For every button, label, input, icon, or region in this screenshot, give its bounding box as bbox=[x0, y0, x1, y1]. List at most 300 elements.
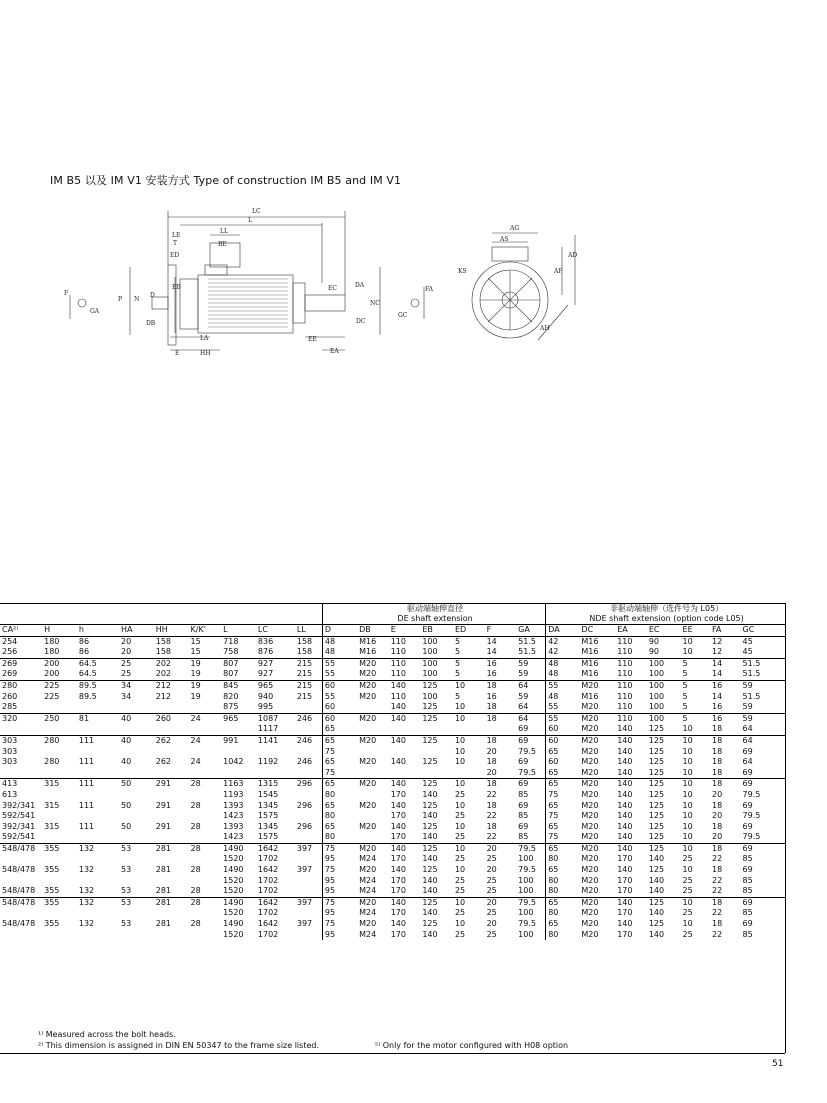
table-cell bbox=[154, 811, 189, 822]
table-cell bbox=[119, 854, 154, 865]
table-cell: M20 bbox=[581, 908, 599, 918]
table-cell: 303 bbox=[2, 757, 18, 767]
de-group-en: DE shaft extension bbox=[397, 614, 473, 623]
table-cell: 315 bbox=[44, 821, 60, 831]
table-cell: 20 bbox=[486, 865, 497, 875]
table-row bbox=[0, 801, 785, 812]
table-row bbox=[0, 757, 785, 768]
table-cell bbox=[77, 768, 119, 779]
table-cell bbox=[295, 832, 323, 843]
table-cell: 19 bbox=[190, 669, 201, 679]
table-cell: 25 bbox=[682, 854, 693, 864]
table-cell: 140 bbox=[617, 811, 633, 821]
table-cell: 158 bbox=[155, 647, 172, 657]
table-cell: 125 bbox=[420, 680, 453, 691]
svg-text:F: F bbox=[64, 290, 69, 297]
column-header: FA bbox=[710, 625, 741, 637]
table-cell: M20 bbox=[359, 800, 377, 810]
svg-text:D: D bbox=[150, 292, 155, 299]
table-cell: 22 bbox=[712, 854, 723, 864]
table-row bbox=[0, 680, 785, 691]
table-cell: 80 bbox=[322, 811, 357, 822]
table-cell: M20 bbox=[359, 691, 377, 701]
table-cell: 110 bbox=[390, 636, 406, 646]
svg-text:EA: EA bbox=[330, 348, 339, 355]
table-cell: 246 bbox=[295, 713, 323, 724]
table-cell: 170 bbox=[390, 832, 406, 842]
table-cell: 140 bbox=[422, 908, 438, 918]
table-cell bbox=[295, 768, 323, 779]
table-cell: 50 bbox=[119, 779, 154, 790]
table-cell: 110 bbox=[390, 691, 406, 701]
table-cell: 256 bbox=[2, 647, 18, 657]
table-row bbox=[0, 876, 785, 887]
table-cell: 55 bbox=[546, 713, 580, 724]
nde-group-cn: 非驱动端轴伸（选件号为 L05） bbox=[610, 604, 724, 613]
table-cell: 125 bbox=[420, 713, 453, 724]
table-row bbox=[0, 692, 785, 703]
table-cell: 281 bbox=[155, 919, 172, 929]
table-cell: 1575 bbox=[257, 832, 279, 842]
table-cell: 200 bbox=[44, 669, 60, 679]
column-header: F bbox=[485, 625, 517, 637]
table-cell: 140 bbox=[615, 735, 647, 746]
table-cell: 125 bbox=[422, 800, 438, 810]
table-cell: 59 bbox=[518, 669, 529, 679]
table-cell: 95 bbox=[322, 876, 357, 887]
table-cell: M16 bbox=[581, 691, 599, 701]
table-cell: 1642 bbox=[256, 843, 295, 854]
table-cell: 592/541 bbox=[2, 811, 36, 821]
table-cell bbox=[119, 747, 154, 758]
table-cell: 111 bbox=[77, 779, 119, 790]
table-cell: 65 bbox=[546, 768, 580, 779]
table-cell bbox=[295, 930, 323, 941]
svg-text:AS: AS bbox=[500, 236, 509, 243]
table-cell: 296 bbox=[296, 800, 313, 810]
table-cell: 132 bbox=[78, 865, 95, 875]
table-cell: 10 bbox=[454, 746, 466, 756]
svg-text:DA: DA bbox=[355, 282, 365, 289]
table-cell: 281 bbox=[154, 843, 189, 854]
table-cell: 807 bbox=[223, 669, 239, 679]
table-cell: 170 bbox=[390, 789, 406, 799]
table-row bbox=[0, 811, 785, 822]
table-cell: 50 bbox=[121, 800, 132, 810]
table-cell: 280 bbox=[44, 757, 60, 767]
table-cell bbox=[189, 854, 222, 865]
table-cell bbox=[189, 811, 222, 822]
table-cell: 40 bbox=[119, 735, 154, 746]
column-header: DA bbox=[546, 625, 580, 637]
table-cell: 14 bbox=[712, 691, 723, 701]
table-cell: 281 bbox=[154, 897, 189, 908]
table-cell: 65 bbox=[546, 897, 580, 908]
table-cell bbox=[221, 724, 256, 735]
table-cell: 19 bbox=[189, 680, 222, 691]
table-cell: 25 bbox=[454, 875, 466, 885]
table-cell: 20 bbox=[121, 647, 132, 657]
table-cell: 69 bbox=[742, 746, 753, 756]
table-cell: 100 bbox=[422, 636, 438, 646]
table-cell: 1163 bbox=[221, 779, 256, 790]
table-cell: 10 bbox=[682, 724, 693, 734]
table-cell bbox=[0, 876, 42, 887]
table-cell: 202 bbox=[155, 669, 172, 679]
table-cell: 140 bbox=[648, 854, 665, 864]
table-cell: 10 bbox=[454, 865, 466, 875]
dimension-table bbox=[0, 603, 785, 940]
table-cell bbox=[189, 702, 222, 713]
table-cell: 10 bbox=[682, 811, 693, 821]
table-cell: 65 bbox=[546, 822, 580, 833]
table-cell: 95 bbox=[322, 854, 357, 865]
column-header: EB bbox=[420, 625, 453, 637]
table-cell: 59 bbox=[741, 713, 785, 724]
table-cell: 75 bbox=[322, 865, 357, 876]
table-cell bbox=[154, 930, 189, 941]
table-cell: 18 bbox=[712, 865, 723, 875]
table-cell: 140 bbox=[422, 886, 438, 896]
svg-text:ED: ED bbox=[170, 252, 180, 259]
table-cell: 170 bbox=[390, 875, 406, 885]
table-cell: 1141 bbox=[256, 735, 295, 746]
table-cell: 836 bbox=[257, 636, 274, 646]
table-cell bbox=[0, 854, 42, 865]
table-cell: 79.5 bbox=[518, 746, 536, 756]
table-cell: 125 bbox=[648, 811, 665, 821]
table-cell bbox=[42, 854, 77, 865]
table-cell: 59 bbox=[741, 680, 785, 691]
table-cell: 125 bbox=[647, 779, 681, 790]
table-cell: 125 bbox=[422, 865, 438, 875]
table-cell: 1345 bbox=[257, 800, 279, 810]
table-cell: 140 bbox=[422, 854, 438, 864]
table-cell: 140 bbox=[615, 779, 647, 790]
table-cell: 927 bbox=[257, 669, 274, 679]
table-cell bbox=[295, 702, 323, 713]
table-cell: 140 bbox=[648, 929, 665, 939]
table-cell: 79.5 bbox=[518, 767, 536, 777]
table-cell: 1423 bbox=[223, 832, 244, 842]
table-cell: 69 bbox=[742, 865, 753, 875]
table-cell: M20 bbox=[581, 757, 599, 767]
table-cell: 64 bbox=[741, 735, 785, 746]
table-cell: 125 bbox=[648, 800, 665, 810]
table-cell: 19 bbox=[189, 658, 222, 669]
table-cell: 60 bbox=[546, 724, 580, 735]
column-header: H bbox=[42, 625, 77, 637]
table-cell: 1192 bbox=[257, 757, 279, 767]
table-cell: M20 bbox=[581, 929, 599, 939]
table-cell: M20 bbox=[357, 897, 389, 908]
table-cell: 34 bbox=[121, 691, 132, 701]
table-cell: 22 bbox=[486, 789, 497, 799]
table-cell: 18 bbox=[486, 702, 497, 712]
table-cell: 85 bbox=[518, 832, 529, 842]
table-cell: 24 bbox=[189, 735, 222, 746]
table-cell: 95 bbox=[322, 930, 357, 941]
table-cell: 100 bbox=[422, 669, 438, 679]
table-cell: 15 bbox=[190, 647, 201, 657]
table-cell: 28 bbox=[190, 865, 201, 875]
table-cell: 965 bbox=[256, 680, 295, 691]
table-cell bbox=[77, 876, 119, 887]
table-cell bbox=[256, 768, 295, 779]
table-cell: 18 bbox=[710, 735, 741, 746]
table-cell: 60 bbox=[322, 702, 357, 713]
svg-text:EB: EB bbox=[172, 284, 181, 291]
column-header: K/K' bbox=[189, 625, 222, 637]
table-row bbox=[0, 854, 785, 865]
table-cell: 262 bbox=[155, 757, 172, 767]
table-cell bbox=[0, 724, 42, 735]
table-cell: 125 bbox=[422, 821, 438, 831]
table-cell: 5 bbox=[682, 702, 688, 712]
table-cell: 89.5 bbox=[77, 680, 119, 691]
table-cell: 60 bbox=[546, 757, 580, 768]
table-cell: 111 bbox=[78, 821, 95, 831]
table-cell: 22 bbox=[712, 886, 723, 896]
table-cell: 40 bbox=[119, 713, 154, 724]
table-cell: 170 bbox=[617, 886, 633, 896]
svg-text:AH: AH bbox=[540, 325, 550, 332]
table-cell: 79.5 bbox=[518, 919, 536, 929]
table-cell: 718 bbox=[223, 636, 239, 646]
table-cell: 140 bbox=[390, 757, 406, 767]
table-cell: 140 bbox=[390, 865, 406, 875]
column-header: h bbox=[77, 625, 119, 637]
table-cell: 215 bbox=[295, 680, 323, 691]
table-row bbox=[0, 822, 785, 833]
svg-text:AD: AD bbox=[568, 252, 578, 259]
table-cell bbox=[42, 930, 77, 941]
table-cell: 25 bbox=[454, 789, 466, 799]
table-cell: M20 bbox=[357, 680, 389, 691]
table-cell: 1702 bbox=[257, 875, 279, 885]
table-cell: 28 bbox=[189, 779, 222, 790]
table-cell: 65 bbox=[322, 801, 357, 812]
table-cell bbox=[189, 832, 222, 843]
table-cell: 1345 bbox=[257, 821, 279, 831]
footnote-5: ⁵⁾ Only for the motor configured with H08 option bbox=[375, 1040, 569, 1050]
table-cell: 79.5 bbox=[742, 832, 761, 842]
table-cell: 28 bbox=[190, 886, 201, 896]
table-cell: 413 bbox=[0, 779, 42, 790]
table-cell: M24 bbox=[359, 908, 377, 918]
table-cell: 18 bbox=[710, 897, 741, 908]
table-cell: 69 bbox=[742, 800, 753, 810]
table-cell: 65 bbox=[546, 747, 580, 758]
table-cell: 69 bbox=[741, 897, 785, 908]
table-cell: 25 bbox=[119, 658, 154, 669]
table-cell: 140 bbox=[389, 713, 421, 724]
table-cell: 19 bbox=[190, 691, 201, 701]
table-cell: 55 bbox=[322, 658, 357, 669]
table-cell: M20 bbox=[581, 789, 599, 799]
table-cell: 16 bbox=[712, 702, 723, 712]
table-cell: 16 bbox=[485, 658, 517, 669]
table-cell: 5 bbox=[681, 680, 710, 691]
table-cell: 296 bbox=[295, 779, 323, 790]
table-cell: 250 bbox=[42, 713, 77, 724]
table-cell: 140 bbox=[617, 789, 633, 799]
table-cell bbox=[42, 811, 77, 822]
table-cell: 10 bbox=[681, 897, 710, 908]
table-cell bbox=[420, 768, 453, 779]
table-row bbox=[0, 930, 785, 941]
table-cell: 1042 bbox=[223, 757, 244, 767]
table-cell: 18 bbox=[712, 821, 723, 831]
table-cell bbox=[485, 724, 517, 735]
table-cell: 18 bbox=[485, 779, 517, 790]
table-row bbox=[0, 790, 785, 801]
table-cell: 355 bbox=[42, 897, 77, 908]
table-cell: 170 bbox=[390, 854, 406, 864]
table-cell: 1702 bbox=[257, 854, 279, 864]
column-header: CA²⁾ bbox=[0, 625, 42, 637]
table-cell bbox=[119, 930, 154, 941]
table-cell bbox=[42, 724, 77, 735]
table-cell: 25 bbox=[121, 669, 132, 679]
table-cell: M20 bbox=[357, 779, 389, 790]
table-cell: 5 bbox=[454, 669, 461, 679]
table-cell: 281 bbox=[155, 886, 172, 896]
table-cell: 64 bbox=[742, 724, 753, 734]
table-cell: 75 bbox=[322, 747, 357, 758]
table-cell bbox=[0, 768, 42, 779]
table-cell: 125 bbox=[648, 746, 665, 756]
table-cell bbox=[0, 908, 42, 919]
table-cell: 24 bbox=[190, 757, 201, 767]
table-cell: 260 bbox=[154, 713, 189, 724]
table-cell: 125 bbox=[422, 757, 438, 767]
table-cell: 69 bbox=[742, 767, 753, 777]
table-cell: M16 bbox=[359, 647, 377, 657]
table-cell: 110 bbox=[390, 647, 406, 657]
table-cell bbox=[77, 832, 119, 843]
table-cell: 991 bbox=[221, 735, 256, 746]
table-cell: 25 bbox=[486, 875, 497, 885]
table-cell: 140 bbox=[422, 929, 438, 939]
column-header: ED bbox=[453, 625, 485, 637]
table-cell: 1520 bbox=[223, 908, 244, 918]
table-cell: 170 bbox=[390, 908, 406, 918]
motor-dimension-drawing bbox=[60, 195, 590, 365]
table-row bbox=[0, 843, 785, 854]
table-cell: M20 bbox=[579, 779, 615, 790]
table-cell: 170 bbox=[390, 929, 406, 939]
table-cell bbox=[119, 768, 154, 779]
table-cell: M20 bbox=[359, 821, 377, 831]
table-cell: 64.5 bbox=[77, 658, 119, 669]
table-cell: 60 bbox=[322, 713, 357, 724]
table-cell bbox=[119, 832, 154, 843]
table-cell: 140 bbox=[615, 897, 647, 908]
table-cell bbox=[357, 832, 389, 843]
table-cell: 20 bbox=[121, 636, 132, 646]
table-cell: 65 bbox=[322, 735, 357, 746]
table-cell: 110 bbox=[615, 713, 647, 724]
table-cell: 140 bbox=[617, 724, 633, 734]
column-header: GC bbox=[741, 625, 785, 637]
table-cell: 140 bbox=[390, 919, 406, 929]
table-cell: 95 bbox=[322, 886, 357, 897]
table-cell: M20 bbox=[579, 735, 615, 746]
table-cell: 111 bbox=[78, 800, 95, 810]
table-cell: 548/478 bbox=[2, 919, 36, 929]
table-cell: 1520 bbox=[223, 875, 244, 885]
table-cell: 212 bbox=[154, 680, 189, 691]
table-cell: 110 bbox=[617, 691, 633, 701]
table-cell: 55 bbox=[546, 702, 580, 713]
table-cell: 140 bbox=[617, 757, 633, 767]
table-cell: 125 bbox=[422, 919, 438, 929]
table-cell bbox=[77, 702, 119, 713]
table-cell: 18 bbox=[712, 800, 723, 810]
table-cell: 75 bbox=[546, 790, 580, 801]
table-cell: 269 bbox=[2, 669, 18, 679]
table-cell: 111 bbox=[78, 757, 95, 767]
table-cell: 140 bbox=[648, 875, 665, 885]
table-cell: 876 bbox=[257, 647, 274, 657]
table-cell: 64 bbox=[742, 757, 753, 767]
table-cell: 50 bbox=[121, 821, 132, 831]
table-cell: 18 bbox=[712, 767, 723, 777]
table-cell bbox=[42, 747, 77, 758]
table-cell: 81 bbox=[77, 713, 119, 724]
table-cell bbox=[77, 790, 119, 801]
table-cell: 25 bbox=[486, 886, 497, 896]
table-cell bbox=[189, 908, 222, 919]
table-cell: 125 bbox=[648, 789, 665, 799]
table-cell: M20 bbox=[581, 854, 599, 864]
table-cell: 110 bbox=[390, 669, 406, 679]
table-cell: 285 bbox=[2, 702, 18, 712]
table-cell: 927 bbox=[256, 658, 295, 669]
table-cell: 140 bbox=[422, 811, 438, 821]
table-cell: 110 bbox=[615, 658, 647, 669]
table-cell: 212 bbox=[155, 691, 172, 701]
table-cell: 20 bbox=[486, 767, 497, 777]
table-cell: 548/478 bbox=[0, 897, 42, 908]
table-cell: 1545 bbox=[257, 789, 279, 799]
table-cell: 69 bbox=[742, 821, 753, 831]
table-cell: 140 bbox=[648, 908, 665, 918]
table-cell bbox=[42, 876, 77, 887]
table-cell: 25 bbox=[454, 832, 466, 842]
table-cell: 18 bbox=[485, 680, 517, 691]
table-cell: 180 bbox=[44, 636, 60, 646]
table-cell: 246 bbox=[296, 757, 313, 767]
column-header: DC bbox=[579, 625, 615, 637]
column-header-row bbox=[0, 625, 785, 637]
table-cell: 10 bbox=[454, 821, 466, 831]
table-cell: 65 bbox=[322, 724, 357, 735]
table-cell: 65 bbox=[546, 779, 580, 790]
table-cell: 140 bbox=[390, 702, 406, 712]
svg-text:AG: AG bbox=[510, 225, 520, 232]
table-cell bbox=[420, 724, 453, 735]
group-header-row bbox=[0, 604, 785, 625]
table-cell: 1490 bbox=[221, 843, 256, 854]
table-cell: 1490 bbox=[223, 919, 244, 929]
table-cell: 89.5 bbox=[78, 691, 97, 701]
table-cell: 1642 bbox=[256, 897, 295, 908]
table-cell: 1702 bbox=[257, 886, 279, 896]
table-cell: M20 bbox=[581, 875, 599, 885]
svg-text:E: E bbox=[175, 350, 180, 357]
